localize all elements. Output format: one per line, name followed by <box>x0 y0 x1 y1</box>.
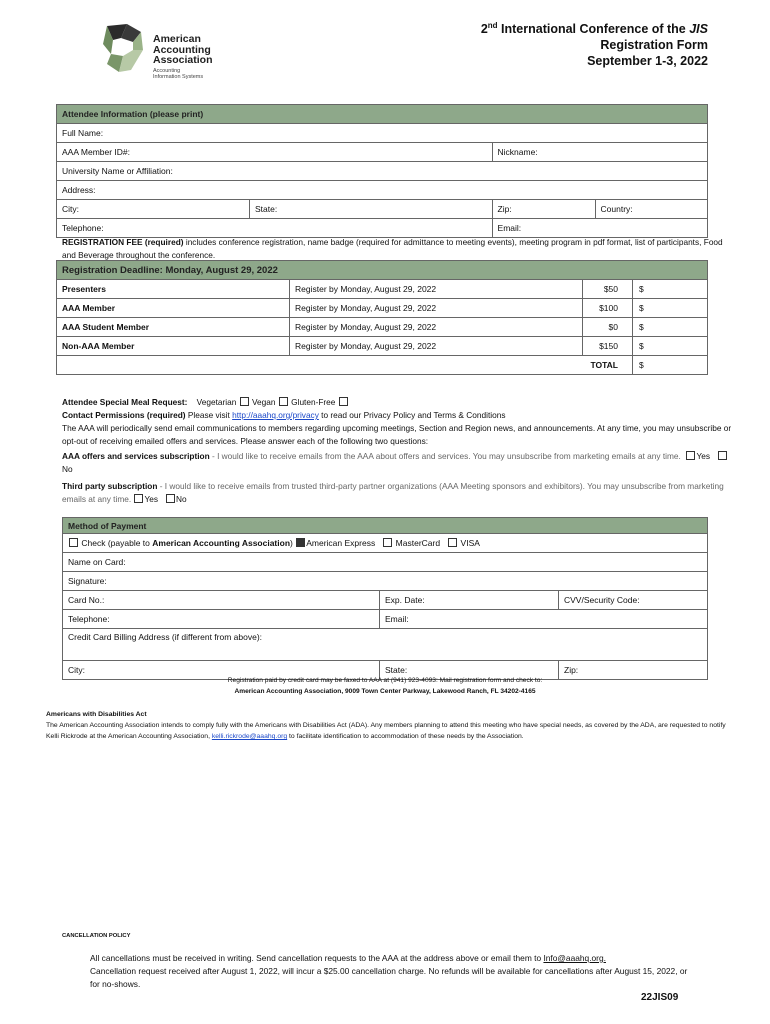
fee-row <box>57 280 708 299</box>
fee-deadline: Register by Monday, August 29, 2022 <box>290 318 583 337</box>
fee-entry[interactable]: $ <box>633 299 708 318</box>
conference-title: 2nd International Conference of the JIS <box>480 21 708 37</box>
fee-entry[interactable]: $ <box>633 318 708 337</box>
form-code: 22JIS09 <box>641 992 679 1003</box>
amex-checkbox[interactable] <box>296 538 305 547</box>
payment-city-field[interactable]: City: <box>63 661 380 680</box>
fee-label: AAA Member <box>57 299 290 318</box>
ada-text: The American Accounting Association intends to comply fully with the Americans with Disabilities Act (ADA). Any members planning to attend this meeting who have special needs, as covered by the ADA, are requested to notify Kelli Rickrode at the American Accounting Association, kelli.rickrode@aaahq.org to facilitate identification to accommodation of these needs by the Association. <box>46 722 726 740</box>
contact-paragraph: The AAA will periodically send email communications to members regarding upcoming meetings, Section and Region news, and announcements. At any time, you may unsubscribe or opt-out of receiving emailed offers and services. Please answer each of the following two questions: <box>62 423 732 446</box>
payment-zip-field[interactable]: Zip: <box>559 661 708 680</box>
conference-dates: September 1-3, 2022 <box>587 54 708 69</box>
attendee-info-table <box>56 104 708 238</box>
email-field[interactable]: Email: <box>492 219 707 238</box>
cancellation-text: All cancellations must be received in writing. Send cancellation requests to the AAA at the address above or email them to Info@aaahq.org. Cancellation request received after August 1, 2022, will incur a $25.00 cancellation charge. No refunds will be available for cancellations after August 15, 2022, or for no-shows. <box>90 953 688 989</box>
mail-note-line1: Registration paid by credit card may be faxed to AAA at (941) 923-4093: Mail registration form and check to: <box>227 677 543 684</box>
logo-line1: American <box>153 33 201 45</box>
signature-field[interactable]: Signature: <box>63 572 708 591</box>
country-field[interactable]: Country: <box>595 200 707 219</box>
fee-deadline: Register by Monday, August 29, 2022 <box>290 280 583 299</box>
fee-label: Presenters <box>57 280 290 299</box>
fee-amount: $100 <box>583 299 633 318</box>
university-field[interactable]: University Name or Affiliation: <box>57 162 708 181</box>
billing-address-field[interactable]: Credit Card Billing Address (if different from above): <box>63 629 708 661</box>
total-label: TOTAL <box>583 356 633 375</box>
state-field[interactable]: State: <box>250 200 493 219</box>
exp-date-field[interactable]: Exp. Date: <box>380 591 559 610</box>
payment-options: Check (payable to American Accounting Association) American Express MasterCard VISA <box>63 534 708 553</box>
fee-amount: $0 <box>583 318 633 337</box>
total-entry[interactable]: $ <box>633 356 708 375</box>
fee-label: AAA Student Member <box>57 318 290 337</box>
fee-row <box>57 299 708 318</box>
payment-email-field[interactable]: Email: <box>380 610 708 629</box>
offers-yes-checkbox[interactable] <box>686 451 695 460</box>
fee-amount: $150 <box>583 337 633 356</box>
privacy-link[interactable]: http://aaahq.org/privacy <box>232 410 319 420</box>
fee-deadline: Register by Monday, August 29, 2022 <box>290 337 583 356</box>
logo-sub1: Accounting <box>153 67 181 74</box>
mail-note-address: American Accounting Association, 9009 Town Center Parkway, Lakewood Ranch, FL 34202-4165 <box>234 688 536 695</box>
card-number-field[interactable]: Card No.: <box>63 591 380 610</box>
fee-entry[interactable]: $ <box>633 337 708 356</box>
gluten-free-checkbox[interactable] <box>339 397 348 406</box>
fee-amount: $50 <box>583 280 633 299</box>
fee-deadline: Register by Monday, August 29, 2022 <box>290 299 583 318</box>
page-header <box>481 18 708 69</box>
contact-permissions: Contact Permissions (required) Please visit http://aaahq.org/privacy to read our Privacy Policy and Terms & Conditions <box>62 410 506 420</box>
info-email-link[interactable]: Info@aaahq.org. <box>543 953 606 963</box>
aaa-logo-text <box>153 34 213 81</box>
third-party-subscription: Third party subscription - I would like to receive emails from trusted third-party partner organizations (AAA Meeting sponsors and exhibitors). You may unsubscribe from marketing emails at any time. Yes No <box>62 481 724 504</box>
fee-entry[interactable]: $ <box>633 280 708 299</box>
logo-sub2: Information Systems <box>153 74 204 80</box>
ada-email-link[interactable]: kelli.rickrode@aaahq.org <box>211 733 288 740</box>
cancellation-heading: CANCELLATION POLICY <box>62 933 131 939</box>
ada-heading: Americans with Disabilities Act <box>46 711 147 718</box>
fee-row <box>57 318 708 337</box>
check-checkbox[interactable] <box>69 538 78 547</box>
zip-field[interactable]: Zip: <box>492 200 595 219</box>
vegan-checkbox[interactable] <box>279 397 288 406</box>
offers-no-checkbox[interactable] <box>718 451 727 460</box>
third-party-no-checkbox[interactable] <box>166 494 175 503</box>
payment-heading: Method of Payment <box>63 518 708 534</box>
address-field[interactable]: Address: <box>57 181 708 200</box>
payment-state-field[interactable]: State: <box>380 661 559 680</box>
form-subtitle: Registration Form <box>600 38 708 53</box>
total-row <box>57 356 708 375</box>
third-party-yes-checkbox[interactable] <box>134 494 143 503</box>
fee-label: Non-AAA Member <box>57 337 290 356</box>
telephone-field[interactable]: Telephone: <box>57 219 493 238</box>
aaa-logo-mark-icon <box>93 20 153 80</box>
payment-table <box>62 517 708 680</box>
attendee-heading: Attendee Information (please print) <box>57 105 708 124</box>
meal-request: Attendee Special Meal Request: Vegetarian Vegan Gluten-Free <box>62 396 732 409</box>
mail-note <box>62 675 708 697</box>
full-name-field[interactable]: Full Name: <box>57 124 708 143</box>
vegetarian-checkbox[interactable] <box>240 397 249 406</box>
city-field[interactable]: City: <box>57 200 250 219</box>
registration-fee-table <box>56 260 708 375</box>
member-id-field[interactable]: AAA Member ID#: <box>57 143 493 162</box>
logo-line3: Association <box>153 54 213 66</box>
payment-telephone-field[interactable]: Telephone: <box>63 610 380 629</box>
deadline-heading: Registration Deadline: Monday, August 29, 2022 <box>57 261 708 280</box>
registration-fee-note: REGISTRATION FEE (required) includes conference registration, name badge (required for admittance to meeting events), meeting program in pdf format, list of participants, Food and Beverage throughout the conference. <box>62 237 723 260</box>
nickname-field[interactable]: Nickname: <box>492 143 707 162</box>
offers-subscription: AAA offers and services subscription - I would like to receive emails from the AAA about offers and services. You may unsubscribe from marketing emails at any time. Yes No <box>62 450 732 476</box>
logo-line2: Accounting <box>153 43 211 56</box>
visa-checkbox[interactable] <box>448 538 457 547</box>
name-on-card-field[interactable]: Name on Card: <box>63 553 708 572</box>
cvv-field[interactable]: CVV/Security Code: <box>559 591 708 610</box>
fee-row <box>57 337 708 356</box>
ada-section <box>46 709 726 742</box>
mastercard-checkbox[interactable] <box>383 538 392 547</box>
